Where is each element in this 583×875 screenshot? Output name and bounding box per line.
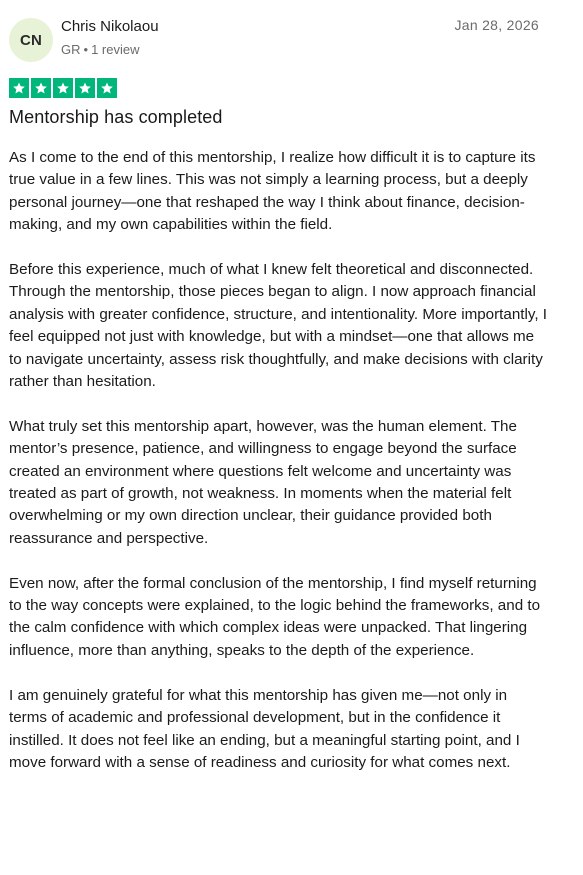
star-icon — [9, 78, 29, 98]
review-title[interactable]: Mentorship has completed — [9, 107, 223, 127]
reviewer-meta — [61, 39, 159, 61]
star-icon — [31, 78, 51, 98]
avatar-initials: CN — [19, 31, 43, 49]
reviewer-info — [61, 16, 159, 61]
review-paragraph: I am genuinely grateful for what this mentorship has given me—not only in terms of academic and professional development, but in the confidence it instilled. It does not feel like an ending, but a meaningful starting point, and I move forward with a sense of readiness and curiosity for what comes next. — [9, 686, 520, 771]
review-paragraph: Before this experience, much of what I knew felt theoretical and disconnected. Through the mentorship, those pieces began to align. I now approach financial analysis with greater confidence, structure, and intentionality. More importantly, I feel equipped not just with knowledge, but with a mindset—one that allows me to navigate uncertainty, assess risk thoughtfully, and make decisions with clarity rather than hesitation. — [9, 261, 548, 391]
review-date: Jan 28, 2026 — [454, 17, 539, 33]
review-paragraph: As I come to the end of this mentorship, I realize how difficult it is to capture its true value in a few lines. This was not simply a learning process, but a deeply personal journey—one that reshaped the way I think about finance, decision-making, and my own capabilities within the field. — [9, 149, 536, 234]
reviewer-review-count: 1 review — [91, 42, 140, 57]
star-icon — [53, 78, 73, 98]
review-paragraph: What truly set this mentorship apart, however, was the human element. The mentor’s presence, patience, and willingness to engage beyond the surface created an environment where questions felt welcome and uncertainty was treated as part of growth, not weakness. In moments when the material felt overwhelming or my own direction unclear, their guidance provided both reassurance and perspective. — [9, 417, 517, 547]
review-paragraph: Even now, after the formal conclusion of the mentorship, I find myself returning to the way concepts were explained, to the logic behind the frameworks, and to the calm confidence with which complex ideas were unpacked. That lingering influence, more than anything, speaks to the depth of the experience. — [9, 574, 541, 659]
meta-separator: • — [83, 42, 89, 57]
review-header — [9, 16, 539, 62]
reviewer-name[interactable]: Chris Nikolaou — [61, 18, 159, 35]
reviewer-country: GR — [61, 42, 81, 57]
star-icon — [97, 78, 117, 98]
star-rating — [9, 78, 117, 98]
avatar[interactable] — [9, 18, 53, 62]
review-body — [9, 147, 549, 797]
star-icon — [75, 78, 95, 98]
